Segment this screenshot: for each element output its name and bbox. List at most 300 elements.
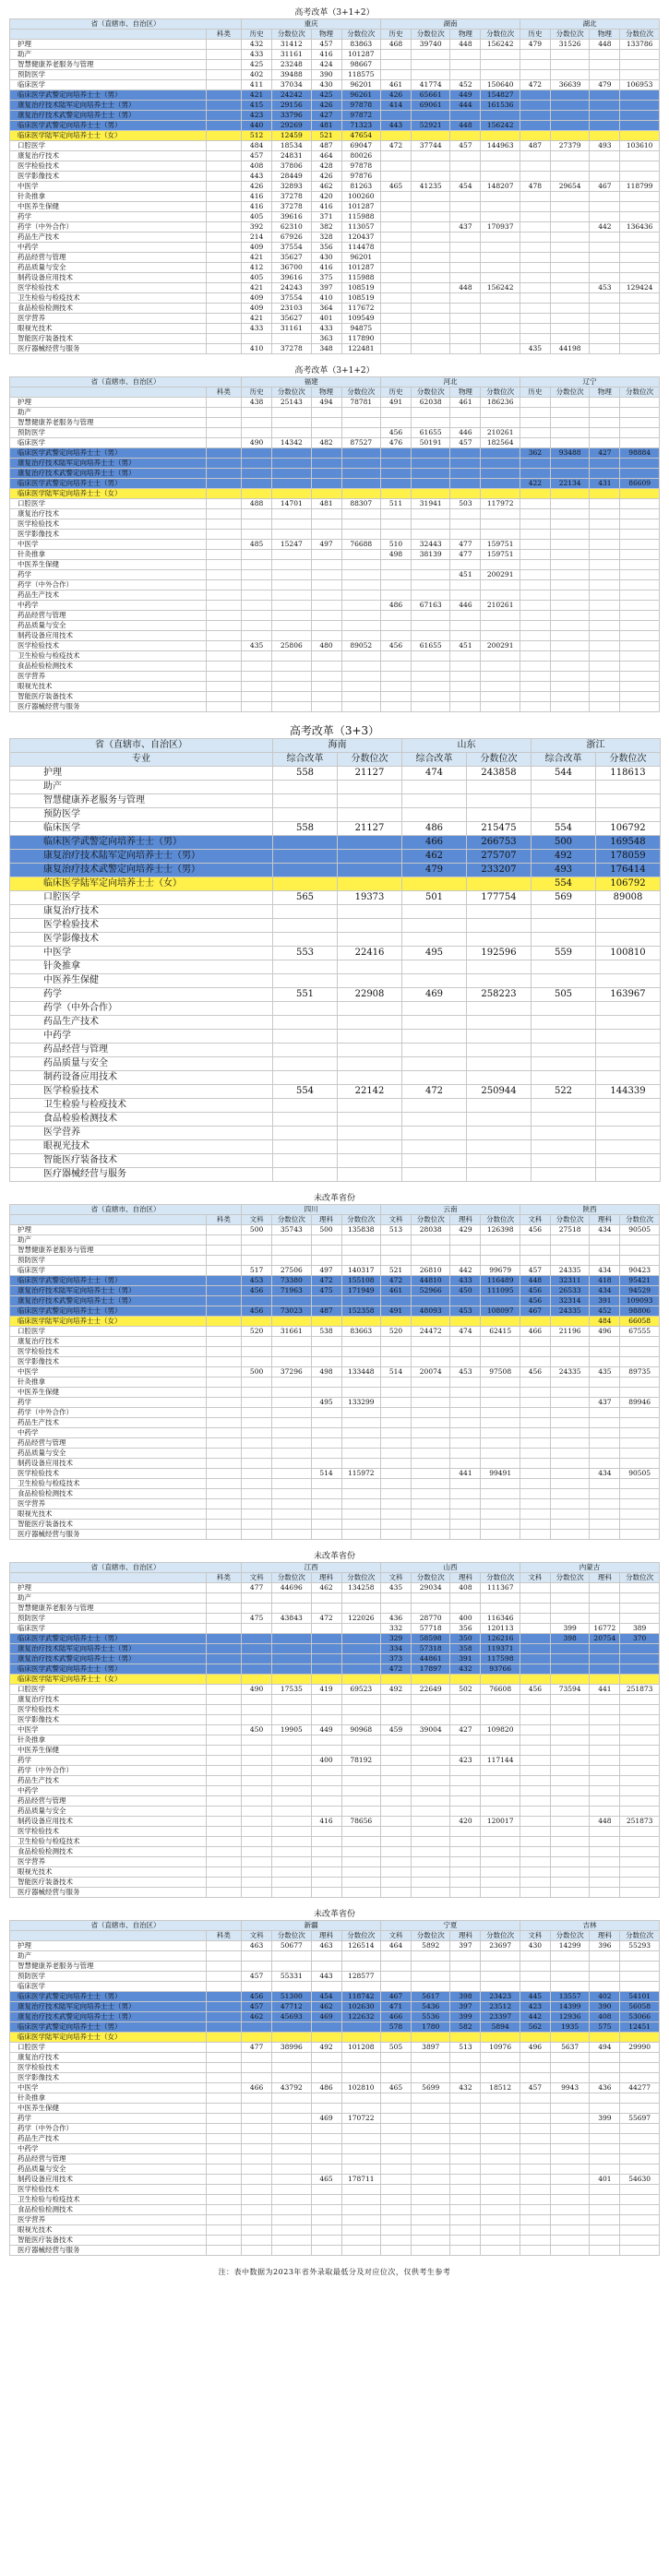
table-row — [10, 1296, 660, 1306]
score-cell — [520, 1664, 550, 1675]
score-cell — [520, 90, 550, 101]
score-cell — [381, 1438, 412, 1449]
score-cell: 457 — [242, 1972, 272, 1982]
score-cell — [620, 530, 660, 540]
table-row — [10, 111, 660, 121]
score-cell — [206, 580, 241, 590]
score-cell — [590, 1428, 620, 1438]
score-cell — [206, 438, 241, 448]
score-cell — [550, 1449, 590, 1459]
score-cell — [481, 131, 520, 141]
table-row — [10, 692, 660, 702]
score-cell — [338, 808, 402, 822]
score-cell: 36639 — [550, 80, 590, 90]
score-cell — [520, 2246, 550, 2256]
score-cell: 436 — [381, 1614, 412, 1624]
score-cell — [341, 2246, 381, 2256]
score-cell — [481, 1520, 520, 1530]
score-cell — [411, 314, 450, 324]
score-cell — [590, 1530, 620, 1540]
score-cell — [341, 590, 381, 601]
score-cell — [450, 1593, 481, 1604]
score-cell — [311, 509, 341, 519]
major-name: 临床医学武警定向培养士士（男） — [10, 448, 207, 459]
score-cell: 433 — [311, 324, 341, 334]
score-cell — [338, 794, 402, 808]
score-cell — [272, 1807, 312, 1817]
major-name: 康复治疗技术武警定向培养士士（男） — [10, 469, 207, 479]
score-cell: 32314 — [550, 1296, 590, 1306]
score-cell: 90968 — [341, 1725, 381, 1735]
major-name: 医学影像技术 — [10, 933, 273, 947]
score-cell: 474 — [402, 767, 467, 781]
score-cell: 474 — [450, 1327, 481, 1337]
score-cell: 427 — [590, 448, 620, 459]
score-cell — [520, 101, 550, 111]
score-cell — [481, 1962, 520, 1972]
score-cell: 332 — [381, 1624, 412, 1634]
score-cell — [481, 1530, 520, 1540]
score-cell — [450, 1715, 481, 1725]
table-row — [10, 2175, 660, 2185]
score-cell — [311, 1786, 341, 1796]
score-cell — [272, 1428, 312, 1438]
score-cell — [206, 2012, 241, 2022]
score-cell — [338, 1002, 402, 1016]
score-cell — [311, 570, 341, 580]
score-cell — [411, 2033, 450, 2043]
score-cell — [381, 570, 412, 580]
score-cell — [532, 1030, 596, 1044]
score-cell: 133786 — [620, 40, 660, 50]
table-row — [10, 1962, 660, 1972]
score-cell — [341, 519, 381, 530]
score-cell — [550, 253, 590, 263]
score-cell — [620, 418, 660, 428]
table-row — [10, 641, 660, 651]
table-row — [10, 131, 660, 141]
score-cell — [273, 1154, 338, 1168]
score-cell — [550, 1962, 590, 1972]
table-row — [10, 1327, 660, 1337]
score-cell — [620, 151, 660, 161]
subheader-col: 分数位次 — [620, 1215, 660, 1225]
score-cell — [341, 601, 381, 611]
score-cell — [402, 1113, 467, 1127]
subheader-col: 分数位次 — [481, 1215, 520, 1225]
score-cell — [272, 1675, 312, 1685]
score-cell — [206, 519, 241, 530]
score-cell — [590, 1654, 620, 1664]
subheader-category: 科类 — [206, 388, 241, 398]
table-row — [10, 2002, 660, 2012]
score-cell: 78192 — [341, 1756, 381, 1766]
score-cell — [242, 1827, 272, 1837]
major-name: 智慧健康养老服务与管理 — [10, 418, 207, 428]
score-cell — [311, 1438, 341, 1449]
major-name: 卫生检验与检疫技术 — [10, 1479, 207, 1489]
score-cell: 98667 — [341, 60, 381, 70]
score-cell — [206, 550, 241, 560]
score-cell — [206, 1941, 241, 1951]
score-cell — [242, 1817, 272, 1827]
score-cell — [590, 1972, 620, 1982]
score-cell — [590, 70, 620, 80]
score-cell — [411, 682, 450, 692]
score-cell — [206, 662, 241, 672]
score-cell: 433 — [242, 324, 272, 334]
score-cell — [590, 1604, 620, 1614]
score-cell — [402, 1044, 467, 1057]
score-cell — [550, 1614, 590, 1624]
score-cell — [450, 131, 481, 141]
score-cell — [590, 1675, 620, 1685]
score-cell — [381, 222, 412, 233]
score-cell: 88307 — [341, 499, 381, 509]
score-cell — [520, 1469, 550, 1479]
major-name: 智慧健康养老服务与管理 — [10, 1604, 207, 1614]
score-cell — [596, 905, 661, 919]
score-cell — [341, 1857, 381, 1867]
score-cell — [450, 1347, 481, 1357]
score-cell — [411, 1408, 450, 1418]
score-cell — [242, 702, 272, 712]
score-cell — [520, 314, 550, 324]
score-cell: 21196 — [550, 1327, 590, 1337]
score-cell: 44861 — [411, 1654, 450, 1664]
score-cell — [242, 1624, 272, 1634]
score-cell — [481, 1951, 520, 1962]
score-cell — [550, 101, 590, 111]
score-cell: 398 — [550, 1634, 590, 1644]
score-cell — [620, 651, 660, 662]
score-cell — [467, 1127, 532, 1140]
score-cell — [338, 864, 402, 877]
score-cell: 448 — [590, 40, 620, 50]
score-cell — [590, 1520, 620, 1530]
score-section — [9, 365, 660, 712]
score-cell: 100260 — [341, 192, 381, 202]
score-cell: 513 — [381, 1225, 412, 1235]
score-cell — [242, 2073, 272, 2083]
score-cell: 37554 — [272, 243, 312, 253]
score-cell — [620, 293, 660, 304]
score-cell: 494 — [590, 2043, 620, 2053]
score-cell: 434 — [590, 1286, 620, 1296]
score-table — [9, 1562, 660, 1898]
score-cell: 510 — [381, 540, 412, 550]
score-cell — [242, 1509, 272, 1520]
score-cell — [272, 1695, 312, 1705]
table-row — [10, 1489, 660, 1499]
score-cell — [481, 1593, 520, 1604]
score-cell — [206, 570, 241, 580]
score-cell: 471 — [381, 2002, 412, 2012]
subheader-col: 文科 — [242, 1215, 272, 1225]
score-cell — [550, 662, 590, 672]
score-cell — [520, 233, 550, 243]
score-cell: 405 — [242, 212, 272, 222]
score-cell — [311, 631, 341, 641]
score-cell: 266753 — [467, 836, 532, 850]
table-row — [10, 1685, 660, 1695]
score-cell — [481, 1296, 520, 1306]
score-cell — [550, 530, 590, 540]
major-name: 眼视光技术 — [10, 682, 207, 692]
score-cell — [272, 1878, 312, 1888]
score-cell — [620, 70, 660, 80]
score-cell — [206, 1735, 241, 1746]
score-cell — [381, 2236, 412, 2246]
score-cell — [590, 273, 620, 283]
subheader-col: 理科 — [311, 1215, 341, 1225]
score-cell — [242, 2195, 272, 2205]
major-name: 康复治疗技术陆军定向培养士士（男） — [10, 101, 207, 111]
score-cell — [450, 2114, 481, 2124]
score-cell — [520, 509, 550, 519]
table-row — [10, 1614, 660, 1624]
score-cell: 490 — [242, 438, 272, 448]
score-cell — [481, 418, 520, 428]
score-cell — [450, 631, 481, 641]
score-cell — [481, 1837, 520, 1847]
score-cell — [481, 2246, 520, 2256]
subheader-col: 文科 — [520, 1931, 550, 1941]
score-cell — [620, 263, 660, 273]
score-cell — [590, 121, 620, 131]
score-cell — [620, 1347, 660, 1357]
score-cell — [242, 1715, 272, 1725]
score-cell — [242, 2033, 272, 2043]
table-row — [10, 428, 660, 438]
score-cell: 328 — [311, 233, 341, 243]
table-row — [10, 702, 660, 712]
score-cell: 451 — [450, 570, 481, 580]
header-province: 重庆 — [242, 19, 381, 30]
score-cell — [550, 161, 590, 172]
score-cell — [206, 1327, 241, 1337]
table-row — [10, 1634, 660, 1644]
score-cell — [411, 1951, 450, 1962]
score-cell — [272, 1509, 312, 1520]
score-cell — [620, 590, 660, 601]
score-cell — [411, 509, 450, 519]
score-cell — [242, 1644, 272, 1654]
score-cell: 457 — [520, 2083, 550, 2093]
score-cell — [273, 1113, 338, 1127]
score-cell — [520, 560, 550, 570]
score-cell — [381, 111, 412, 121]
score-cell: 5536 — [411, 2012, 450, 2022]
score-cell — [550, 283, 590, 293]
score-cell: 423 — [450, 1756, 481, 1766]
score-cell — [411, 1847, 450, 1857]
score-cell — [206, 1449, 241, 1459]
score-cell — [450, 50, 481, 60]
score-cell: 22142 — [338, 1085, 402, 1099]
score-cell: 521 — [311, 131, 341, 141]
table-row — [10, 151, 660, 161]
score-cell — [450, 1604, 481, 1614]
score-cell — [520, 1982, 550, 1992]
score-cell — [450, 2124, 481, 2134]
score-cell — [550, 243, 590, 253]
score-cell — [520, 1654, 550, 1664]
score-section — [9, 7, 660, 354]
table-row — [10, 1654, 660, 1664]
score-cell: 433 — [450, 1276, 481, 1286]
score-cell: 14399 — [550, 2002, 590, 2012]
score-cell — [242, 1766, 272, 1776]
score-cell — [311, 1796, 341, 1807]
score-cell — [341, 489, 381, 499]
score-cell — [311, 1317, 341, 1327]
score-cell — [520, 1746, 550, 1756]
score-cell — [411, 2165, 450, 2175]
score-cell — [550, 222, 590, 233]
score-cell — [620, 692, 660, 702]
major-name: 中药学 — [10, 1030, 273, 1044]
table-row — [10, 877, 661, 891]
score-cell — [381, 1837, 412, 1847]
score-table — [9, 376, 660, 712]
score-cell — [620, 90, 660, 101]
score-cell — [206, 1847, 241, 1857]
score-cell: 491 — [381, 398, 412, 408]
score-cell — [341, 570, 381, 580]
score-cell — [411, 1715, 450, 1725]
score-cell — [381, 611, 412, 621]
score-cell — [411, 2093, 450, 2104]
score-cell — [272, 448, 312, 459]
score-cell — [550, 263, 590, 273]
score-cell: 482 — [311, 438, 341, 448]
major-name: 医学检验技术 — [10, 161, 207, 172]
score-cell — [341, 1235, 381, 1246]
score-cell — [311, 1827, 341, 1837]
score-cell — [590, 2104, 620, 2114]
score-cell: 469 — [311, 2114, 341, 2124]
score-cell — [481, 702, 520, 712]
score-cell: 441 — [590, 1685, 620, 1695]
major-name: 药品经营与管理 — [10, 2154, 207, 2165]
table-row — [10, 1154, 661, 1168]
score-cell: 47712 — [272, 2002, 312, 2012]
score-cell — [532, 1113, 596, 1127]
score-cell — [411, 1827, 450, 1837]
score-cell — [550, 1317, 590, 1327]
score-cell — [381, 60, 412, 70]
score-cell — [590, 2053, 620, 2063]
major-name: 医学影像技术 — [10, 2073, 207, 2083]
score-cell: 334 — [381, 1644, 412, 1654]
section-title: 未改革省份 — [313, 1194, 355, 1203]
score-cell — [450, 489, 481, 499]
score-cell — [590, 1857, 620, 1867]
score-cell — [206, 182, 241, 192]
score-cell — [381, 1705, 412, 1715]
score-cell: 493 — [532, 864, 596, 877]
score-cell: 101208 — [341, 2043, 381, 2053]
score-cell — [338, 1168, 402, 1182]
score-cell — [411, 1962, 450, 1972]
score-cell — [381, 651, 412, 662]
table-row — [10, 273, 660, 283]
score-cell — [590, 1878, 620, 1888]
score-cell: 89735 — [620, 1367, 660, 1377]
score-cell — [532, 974, 596, 988]
score-cell — [590, 2144, 620, 2154]
major-name: 卫生检验与检疫技术 — [10, 651, 207, 662]
score-cell: 29990 — [620, 2043, 660, 2053]
score-cell — [242, 2246, 272, 2256]
score-cell — [620, 50, 660, 60]
score-cell — [206, 2083, 241, 2093]
score-cell — [481, 469, 520, 479]
score-cell: 67163 — [411, 601, 450, 611]
score-cell — [341, 1449, 381, 1459]
score-cell — [620, 1604, 660, 1614]
score-cell — [338, 1016, 402, 1030]
major-name: 医学影像技术 — [10, 1715, 207, 1725]
score-cell — [520, 682, 550, 692]
score-cell: 481 — [311, 499, 341, 509]
score-cell — [311, 530, 341, 540]
score-cell: 422 — [520, 479, 550, 489]
score-cell — [550, 1377, 590, 1388]
table-row — [10, 1449, 660, 1459]
score-cell: 456 — [242, 1992, 272, 2002]
score-cell — [520, 1459, 550, 1469]
score-cell — [411, 672, 450, 682]
score-cell — [242, 2144, 272, 2154]
score-cell — [341, 1388, 381, 1398]
score-cell — [520, 1499, 550, 1509]
score-cell: 423 — [242, 111, 272, 121]
score-cell — [590, 1235, 620, 1246]
score-cell — [620, 2063, 660, 2073]
score-cell — [520, 1675, 550, 1685]
score-cell — [550, 233, 590, 243]
major-name: 制药设备应用技术 — [10, 1071, 273, 1085]
score-cell — [620, 631, 660, 641]
score-cell — [450, 1766, 481, 1776]
score-cell — [206, 1604, 241, 1614]
score-cell — [341, 672, 381, 682]
score-cell — [620, 682, 660, 692]
score-cell: 117890 — [341, 334, 381, 344]
score-cell — [311, 1847, 341, 1857]
score-cell — [481, 1246, 520, 1256]
score-cell: 451 — [450, 641, 481, 651]
score-cell — [206, 314, 241, 324]
score-cell — [520, 283, 550, 293]
score-cell: 52966 — [411, 1286, 450, 1296]
score-cell — [620, 1644, 660, 1654]
major-name: 医疗器械经营与服务 — [10, 2246, 207, 2256]
score-cell — [381, 2154, 412, 2165]
score-cell — [590, 202, 620, 212]
score-cell — [341, 1337, 381, 1347]
score-cell — [242, 1654, 272, 1664]
major-name: 预防医学 — [10, 1972, 207, 1982]
major-name: 中医养生保健 — [10, 560, 207, 570]
score-cell — [411, 1428, 450, 1438]
score-cell — [620, 1735, 660, 1746]
score-cell — [620, 314, 660, 324]
score-cell — [467, 1154, 532, 1168]
score-cell: 117972 — [481, 499, 520, 509]
